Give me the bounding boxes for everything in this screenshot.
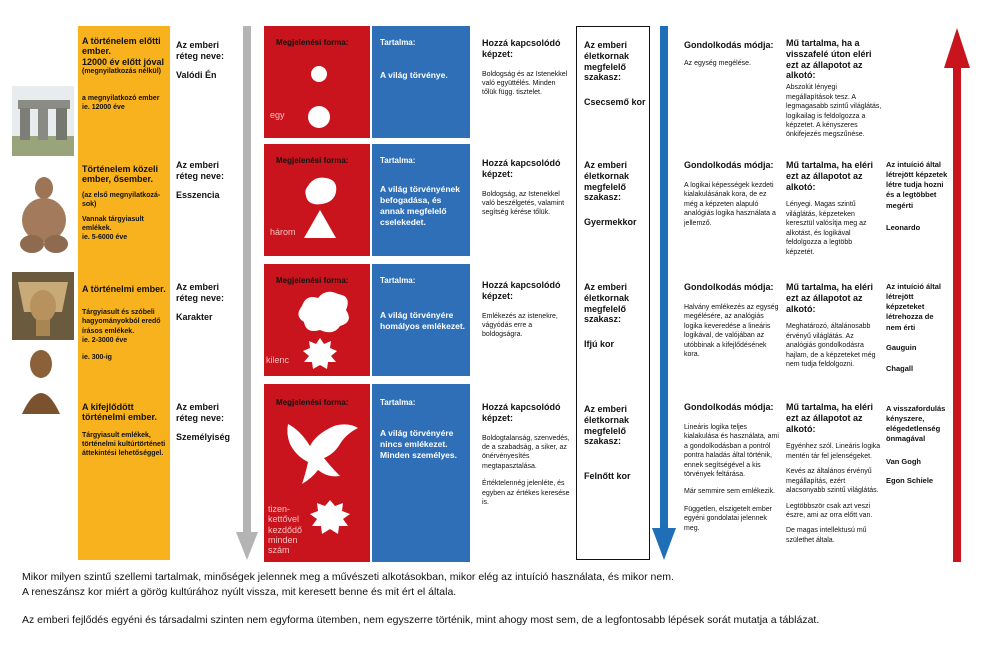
content-label: Tartalma: <box>380 156 416 165</box>
image-text: Emlékezés az istenekre, vágyódás erre a boldogságra. <box>482 312 558 339</box>
small-circle-shape <box>311 66 327 82</box>
thinking-cell-3 <box>684 282 780 359</box>
intuition-label: A visszafordulás kényszere, elégedetlenség önmagával <box>886 404 946 444</box>
image-cell-4 <box>482 402 570 508</box>
era-cell-1 <box>82 36 168 112</box>
blob-shape <box>305 178 336 205</box>
image-label: Hozzá kapcsolódó képzet: <box>482 158 561 179</box>
form-shape-text: tizen-kettővel kezdődő minden szám <box>268 504 303 556</box>
starburst-shape <box>303 338 337 369</box>
artist-name: Gauguin <box>886 342 917 352</box>
artist-name: Van Gogh <box>886 456 922 466</box>
layer-cell-1 <box>176 40 236 80</box>
era-sub: a megnyilatkozó ember <box>82 95 160 103</box>
stage-value: Felnőtt kor <box>584 471 631 482</box>
art-text3: Legtöbbször csak azt veszi észre, ami az orra előtt van. <box>786 502 873 520</box>
form-shape-text: egy <box>270 110 285 120</box>
form-shape-text: kilenc <box>266 355 290 365</box>
stage-cell-4 <box>584 404 646 482</box>
stage-label: Az emberi életkornak megfelelő szakasz: <box>584 40 630 83</box>
content-label: Tartalma: <box>380 276 416 285</box>
art-label: Mű tartalma, ha eléri ezt az állapotot az alkotó: <box>786 160 874 192</box>
intuition-label: Az intuíció által létrejött képzeteket létrehozza de nem érti <box>886 282 942 332</box>
blue-down-arrow <box>652 26 676 562</box>
stage-label: Az emberi életkornak megfelelő szakasz: <box>584 404 630 447</box>
footer-line-1: Mikor milyen szintű szellemi tartalmak, minőségek jelennek meg a művészeti alkotásokban, mikor elég az intuíció használata, és mikor nem. <box>22 571 674 583</box>
layer-cell-2 <box>176 160 236 200</box>
layer-label: Az emberi réteg neve: <box>176 282 225 303</box>
intuition-cell-2 <box>886 160 950 232</box>
era-cell-4 <box>82 402 168 458</box>
intuition-cell-3 <box>886 282 950 373</box>
layer-value: Személyiség <box>176 431 231 442</box>
era-title: A kifejlődött történelmi ember. <box>82 402 158 423</box>
stage-label: Az emberi életkornak megfelelő szakasz: <box>584 160 630 203</box>
image-text: Boldogság, az Istenekkel való beszélgetés, valamint segítség kérése tőlük. <box>482 190 565 217</box>
art-label: Mű tartalma, ha eléri ezt az állapotot az alkotó: <box>786 402 874 434</box>
seated-idol-photo <box>14 170 74 258</box>
image-cell-2 <box>482 158 568 218</box>
stage-cell-1 <box>584 40 646 108</box>
layer-value: Valódi Én <box>176 69 217 80</box>
thinking-label: Gondolkodás módja: <box>684 282 774 292</box>
philosopher-bust-photo <box>18 344 64 414</box>
era-date: ie. 12000 éve <box>82 104 125 112</box>
image-cell-3 <box>482 280 572 340</box>
thinking-cell-1 <box>684 40 780 68</box>
content-text: A világ törvénye. <box>380 70 448 80</box>
era-note: (megnyilatkozás nélkül) <box>82 68 161 76</box>
art-text: Abszolút lényegi megállapítások tesz. A legmagasabb szintű világlátás, logikailag is feldolgozza a képzetet. A kényszeres önkifejezés megszűnése. <box>786 84 882 139</box>
layer-cell-4 <box>176 402 236 442</box>
image-text: Boldogtalanság, szenvedés, de a szabadság, a siker, az önérvényesítés megtapasztalása. <box>482 434 570 470</box>
era-note: (az első megnyilatkozá-sok) <box>82 191 161 208</box>
triangle-shape <box>304 210 336 238</box>
pharaoh-photo <box>12 272 74 340</box>
layer-label: Az emberi réteg neve: <box>176 402 225 423</box>
art-text4: De magas intellektusú mű születhet általa. <box>786 527 867 544</box>
era-sub: Vannak tárgyiasult emlékek. <box>82 215 144 232</box>
art-cell-2 <box>786 160 882 257</box>
layer-value: Karakter <box>176 311 213 322</box>
art-text2: Kevés az általános érvényű megállapítás, ezért alacsonyabb szintű világlátás. <box>786 468 879 495</box>
red-up-arrow <box>944 28 970 564</box>
image-text2: Értéktelennég jelenléte, és egyben az értékes keresése is. <box>482 480 570 507</box>
content-text: A világ törvényének befogadása, és annak megfelelő cselekedet. <box>380 184 460 228</box>
era-sub: Tárgyiasult és szóbeli hagyományokból eredő írásos emlékek. <box>82 309 161 335</box>
form-label: Megjelenési forma: <box>276 156 349 165</box>
era-date: ie. 5-6000 éve <box>82 234 128 242</box>
form-shape-text: három <box>270 227 296 237</box>
form-label: Megjelenési forma: <box>276 276 349 285</box>
stonehenge-photo <box>12 86 74 156</box>
layer-cell-3 <box>176 282 236 322</box>
thinking-text2: Már semmire sem emlékezik. <box>684 488 776 496</box>
era-cell-2 <box>82 164 168 242</box>
circle-shape <box>308 106 330 128</box>
art-cell-1 <box>786 38 882 140</box>
art-label: Mű tartalma, ha eléri ezt az állapotot az alkotó: <box>786 282 874 314</box>
thinking-cell-4 <box>684 402 780 533</box>
stage-value: Csecsemő kor <box>584 97 646 108</box>
era-title: A történelmi ember. <box>82 284 166 294</box>
bird-shape <box>287 424 358 484</box>
stage-label: Az emberi életkornak megfelelő szakasz: <box>584 282 630 325</box>
content-cell-3 <box>372 264 470 376</box>
thinking-cell-2 <box>684 160 780 228</box>
art-text: Lényegi. Magas szintű világlátás, képzeteken keresztül valósítja meg az alkotást, és logikával feldolgozza a legtöbb képzetét. <box>786 201 867 256</box>
footer-line-3: Az emberi fejlődés egyéni és társadalmi szinten nem egyforma ütemben, nem egyszerre történik, mint ahogy most sem, de a legfontosabb lépések sorát mutatja a táblázat. <box>22 614 820 626</box>
art-text: Meghatározó, általánosabb érvényű világlátás. Az analógiás gondolkodásra hajlam, de a képzeteket még nem tudja feldolgozni. <box>786 323 876 369</box>
content-cell-1 <box>372 26 470 138</box>
form-label: Megjelenési forma: <box>276 38 349 47</box>
form-label: Megjelenési forma: <box>276 398 349 407</box>
thinking-label: Gondolkodás módja: <box>684 402 774 412</box>
content-label: Tartalma: <box>380 38 416 47</box>
thinking-text: Az egység megélése. <box>684 59 751 67</box>
intuition-label: Az intuíció által létrejött képzetek létre tudja hozni és a legtöbbet megérti <box>886 160 948 210</box>
thinking-text3: Független, elszigetelt ember egyéni gondolatai jelennek meg. <box>684 505 772 532</box>
art-cell-3 <box>786 282 882 370</box>
art-text: Egyénhez szól. Lineáris logika mentén tár fel jelenségeket. <box>786 443 881 460</box>
art-cell-4 <box>786 402 882 545</box>
layer-label: Az emberi réteg neve: <box>176 160 225 181</box>
stage-value: Gyermekkor <box>584 217 637 228</box>
artist-name: Leonardo <box>886 222 921 232</box>
thinking-text: A logikai képességek kezdeti kialakulásának kora, de ez még a képzeten alapuló analógiás logika használata a jellemző. <box>684 181 776 227</box>
image-cell-1 <box>482 38 568 98</box>
form-shapes <box>264 26 370 562</box>
thinking-text: Lineáris logika teljes kialakulása és használata, ami a gondolkodásban a pontról pontra haladás által történik, ennek segítségével a kis törvények feltárása. <box>684 423 779 478</box>
gray-down-arrow <box>236 26 258 562</box>
stage-value: Ifjú kor <box>584 339 615 350</box>
era-date: ie. 2-3000 éve <box>82 336 128 344</box>
content-cell-4 <box>372 384 470 562</box>
content-text: A világ törvényére homályos emlékezet. <box>380 310 466 332</box>
image-label: Hozzá kapcsolódó képzet: <box>482 280 561 301</box>
layer-value: Esszencia <box>176 189 220 200</box>
cloud-shape <box>298 292 348 333</box>
image-label: Hozzá kapcsolódó képzet: <box>482 402 561 423</box>
artist-name: Egon Schiele <box>886 475 934 485</box>
stage-cell-2 <box>584 160 646 228</box>
era-title: A történelem előtti ember. <box>82 36 161 57</box>
era-cell-3 <box>82 284 168 362</box>
footer-line-2: A reneszánsz kor miért a görög kultúrához nyúlt vissza, mit keresett benne és mit ért el általa. <box>22 586 457 598</box>
thinking-label: Gondolkodás módja: <box>684 40 774 50</box>
thinking-label: Gondolkodás módja: <box>684 160 774 170</box>
content-label: Tartalma: <box>380 398 416 407</box>
content-cell-2 <box>372 144 470 256</box>
content-text: A világ törvényére nincs emlékezet. Minden személyes. <box>380 428 458 461</box>
image-label: Hozzá kapcsolódó képzet: <box>482 38 561 59</box>
art-label: Mű tartalma, ha a visszafelé úton eléri ezt az állapotot az alkotó: <box>786 38 872 81</box>
era-date2: ie. 300-ig <box>82 353 112 361</box>
era-title: Történelem közeli ember, ősember. <box>82 164 159 185</box>
thinking-text: Halvány emlékezés az egység megélésére, az analógiás logika keveredése a lineáris logikával, de valójában az utóbbinak a kifejlődésének kora. <box>684 303 779 358</box>
era-sub: Tárgyiasult emlékek, történelmi kultúrtörténeti áttekintési lehetőséggel. <box>82 431 166 457</box>
image-text: Boldogság és az Istenekkel való együttélés. Minden tőlük függ. tisztelet. <box>482 70 568 97</box>
layer-label: Az emberi réteg neve: <box>176 40 225 61</box>
stage-cell-3 <box>584 282 646 350</box>
era-title2: 12000 év előtt jóval <box>82 56 165 67</box>
artist-name: Chagall <box>886 363 914 373</box>
